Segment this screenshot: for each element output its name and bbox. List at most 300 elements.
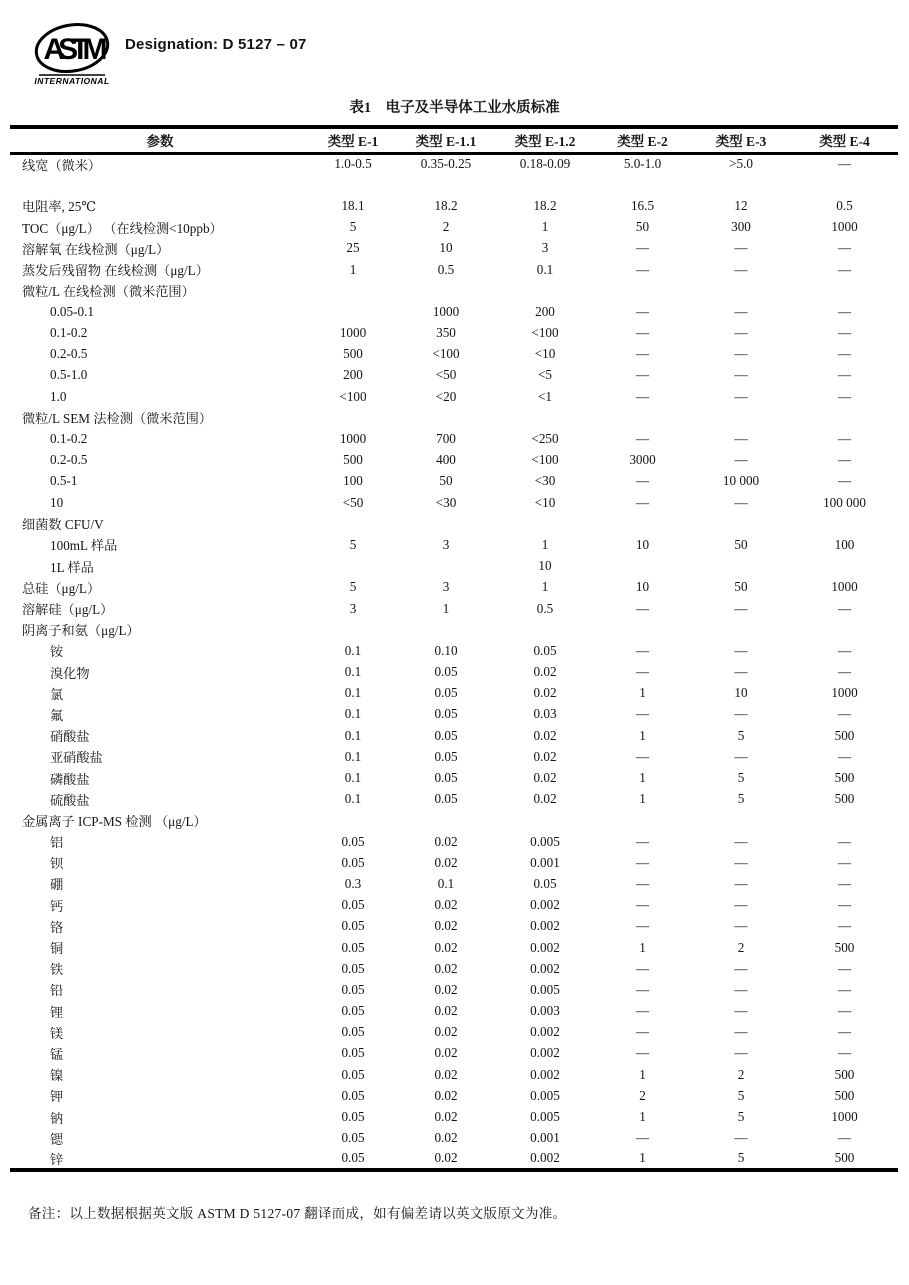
value-cell: 0.05 [341,960,365,976]
parameter-label: 锌 [50,1151,64,1167]
value-cell: 12 [734,197,748,213]
value-cell: — [635,240,650,256]
value-cell: — [837,1024,852,1040]
value-cell: — [837,1045,852,1061]
value-cell: — [837,918,852,934]
value-cell: 5 [737,1087,745,1103]
value-cell: 0.05 [341,1045,365,1061]
table-row [10,895,898,916]
value-cell: 0.05 [341,981,365,997]
footnote: 备注：以上数据根据英文版 ASTM D 5127-07 翻译而成，如有偏差请以英文版原文为准。 [28,1206,567,1221]
value-cell: — [837,664,852,680]
value-cell: 400 [436,452,456,468]
value-cell: <1 [537,388,553,404]
value-cell: 3 [541,240,549,256]
parameter-label: 钙 [50,898,64,914]
value-cell: 0.05 [341,1109,365,1125]
value-cell: 10 [538,558,552,574]
value-cell: — [734,388,748,404]
value-cell: 0.18-0.09 [519,156,571,172]
value-cell: — [837,960,852,976]
table-row [10,1149,898,1170]
value-cell: 18.1 [341,197,365,213]
value-cell: 0.02 [434,833,458,849]
value-cell: — [635,325,650,341]
value-cell: — [734,854,748,870]
value-cell: — [635,303,650,319]
value-cell: 0.002 [530,939,560,955]
value-cell: 0.03 [533,706,557,722]
value-cell: 300 [731,219,751,235]
value-cell: — [734,960,748,976]
value-cell: — [635,346,650,362]
value-cell [310,556,396,577]
value-cell: 0.02 [434,1045,458,1061]
value-cell: 0.02 [434,1130,458,1146]
value-cell: 0.05 [341,1024,365,1040]
column-header-type: 类型 E-4 [791,127,898,153]
value-cell: 0.002 [530,1045,560,1061]
value-cell: 18.2 [533,197,557,213]
value-cell: — [635,388,650,404]
value-cell: 0.05 [533,642,557,658]
value-cell: — [635,748,650,764]
value-cell: — [635,875,650,891]
value-cell: — [837,981,852,997]
value-cell: — [734,367,748,383]
table-row [10,577,898,598]
value-cell: 0.1 [344,748,362,764]
table-row [10,746,898,767]
value-cell: 1000 [831,685,858,701]
value-cell: — [837,346,852,362]
value-cell: 18.2 [434,197,458,213]
value-cell [691,556,791,577]
value-cell: 0.05 [341,833,365,849]
value-cell: — [734,303,748,319]
parameter-label: 钡 [50,856,64,872]
parameter-label: 铅 [50,983,64,999]
value-cell: 0.002 [530,1066,560,1082]
table-row [10,958,898,979]
astm-logo-graphic [33,20,111,88]
parameter-label: 磷酸盐 [50,771,90,787]
parameter-label: 0.2-0.5 [50,346,88,362]
value-cell: 5 [737,1150,745,1166]
value-cell: — [734,642,748,658]
value-cell: <10 [534,494,556,510]
value-cell: — [837,706,852,722]
value-cell: — [635,494,650,510]
designation-title: Designation: D 5127 – 07 [125,36,307,53]
value-cell: 5 [349,219,357,235]
value-cell: — [635,1130,650,1146]
value-cell: 25 [346,240,360,256]
value-cell: 500 [343,452,363,468]
value-cell: — [635,706,650,722]
parameter-label: 1L 样品 [50,559,94,575]
value-cell: — [635,367,650,383]
value-cell: — [734,452,748,468]
spacer-row [10,174,898,195]
value-cell: — [635,960,650,976]
table-row [10,1064,898,1085]
parameter-label: 钾 [50,1089,64,1105]
table-row [10,598,898,619]
value-cell: — [734,1003,748,1019]
section-label: 细菌数 CFU/V [22,517,104,533]
value-cell: <250 [531,431,559,447]
column-header-type: 类型 E-1.1 [396,127,496,153]
value-cell: — [635,1003,650,1019]
value-cell: <5 [537,367,553,383]
value-cell: — [734,431,748,447]
parameter-label: 硼 [50,877,64,893]
value-cell: — [837,1130,852,1146]
value-cell: 3 [442,536,450,552]
value-cell: — [734,897,748,913]
value-cell: — [635,642,650,658]
value-cell: — [837,897,852,913]
value-cell: 500 [834,939,855,955]
value-cell: 0.02 [434,981,458,997]
value-cell: 0.02 [533,727,557,743]
table-row [10,428,898,449]
parameter-label: 电阻率, 25℃ [22,199,97,215]
parameter-label: 总硅（μg/L） [22,580,101,596]
value-cell: 1 [639,727,646,743]
value-cell: — [837,388,852,404]
value-cell: 0.5 [437,261,455,277]
value-cell: — [837,854,852,870]
table-row [10,789,898,810]
parameter-label: 锂 [50,1004,64,1020]
section-row [10,810,898,831]
value-cell: 0.3 [344,875,362,891]
value-cell: 500 [834,727,855,743]
table-row [10,471,898,492]
value-cell: 2 [639,1087,646,1103]
parameter-label: 铬 [50,919,64,935]
value-cell: 5 [737,770,745,786]
value-cell: 0.1 [536,261,554,277]
table-row [10,979,898,1000]
value-cell: 0.02 [434,897,458,913]
parameter-label: 硝酸盐 [50,729,90,745]
table-row [10,640,898,661]
astm-logo-icon [33,20,111,93]
value-cell: 0.02 [434,939,458,955]
value-cell: 10 [635,536,650,552]
section-label: 微粒/L 在线检测（微米范围） [22,284,195,300]
table-row [10,450,898,471]
value-cell: — [734,664,748,680]
value-cell: 0.05 [341,1066,365,1082]
table-row [10,1043,898,1064]
parameter-label: 亚硝酸盐 [50,750,103,766]
value-cell: 1 [541,536,549,552]
column-header-parameter: 参数 [10,127,310,153]
value-cell: 500 [834,1087,855,1103]
value-cell: 0.1 [344,770,362,786]
value-cell: — [734,1045,748,1061]
table-row [10,1085,898,1106]
value-cell: 2 [442,219,450,235]
value-cell: 1 [639,939,646,955]
value-cell: 1.0-0.5 [334,156,372,172]
value-cell: 0.05 [434,770,458,786]
value-cell: 1 [349,261,357,277]
value-cell: — [734,748,748,764]
value-cell: — [837,240,852,256]
value-cell: 100 000 [823,494,866,510]
value-cell: 0.1 [344,791,362,807]
table-row [10,767,898,788]
table-row [10,259,898,280]
value-cell: 3 [349,600,357,616]
parameter-label: 铁 [50,962,64,978]
value-cell: 700 [436,431,456,447]
column-header-type: 类型 E-1 [310,127,396,153]
table-row [10,725,898,746]
value-cell: 1000 [831,1109,858,1125]
value-cell: <100 [339,388,367,404]
value-cell: 5 [737,1109,745,1125]
table-row [10,852,898,873]
value-cell: — [734,918,748,934]
parameter-label: 锰 [50,1046,64,1062]
value-cell: <100 [531,325,559,341]
value-cell: 0.001 [530,854,560,870]
parameter-label: 溶解氧 在线检测（μg/L） [22,241,170,257]
table-row [10,153,898,174]
section-label: 阴离子和氨（μg/L） [22,623,140,639]
svg-text:INTERNATIONAL: INTERNATIONAL [34,76,110,86]
value-cell: 0.05 [533,875,557,891]
document-header [33,20,307,93]
value-cell: 0.02 [533,791,557,807]
value-cell: — [837,875,852,891]
table-row [10,1128,898,1149]
table-row [10,704,898,725]
column-header-type: 类型 E-2 [594,127,691,153]
value-cell: — [734,325,748,341]
value-cell: 0.005 [530,1087,560,1103]
value-cell: 1 [639,1150,646,1166]
table-row [10,195,898,216]
parameter-label: 镁 [50,1025,64,1041]
value-cell: <30 [534,473,556,489]
table-row [10,492,898,513]
table-row [10,344,898,365]
value-cell: 5 [349,579,357,595]
column-header-type: 类型 E-1.2 [496,127,594,153]
value-cell: — [635,1024,650,1040]
value-cell: 0.002 [530,897,560,913]
value-cell: 0.1 [344,727,362,743]
spacer-cell [10,174,898,195]
value-cell: <50 [435,367,457,383]
value-cell: 50 [734,536,748,552]
value-cell: — [837,1003,852,1019]
value-cell: 0.002 [530,1150,560,1166]
value-cell: 0.001 [530,1130,560,1146]
water-quality-table [10,125,898,1172]
value-cell: 50 [635,219,650,235]
parameter-label: 氯 [50,686,64,702]
value-cell: 100 [834,536,855,552]
value-cell: 0.05 [341,918,365,934]
value-cell: 0.02 [434,854,458,870]
table-body [10,153,898,1170]
value-cell: 50 [439,473,453,489]
value-cell [310,301,396,322]
table-row [10,301,898,322]
value-cell: 0.002 [530,960,560,976]
value-cell: 1 [442,600,450,616]
value-cell: 1 [639,685,646,701]
parameter-label: 0.1-0.2 [50,325,88,341]
value-cell: — [635,664,650,680]
value-cell: 0.05 [341,1087,365,1103]
value-cell: — [837,325,852,341]
value-cell: 0.002 [530,918,560,934]
table-row [10,937,898,958]
table-row [10,365,898,386]
value-cell: 200 [343,367,363,383]
value-cell: 0.02 [533,685,557,701]
parameter-label: 铝 [50,835,64,851]
value-cell: — [635,918,650,934]
table-row [10,1022,898,1043]
value-cell: 1000 [831,579,858,595]
value-cell: — [635,854,650,870]
value-cell: 0.02 [434,1003,458,1019]
value-cell: 0.05 [341,939,365,955]
value-cell: 3000 [629,452,656,468]
value-cell: — [837,431,852,447]
value-cell: 2 [737,939,745,955]
parameter-label: 10 [50,494,64,510]
value-cell: 0.1 [344,706,362,722]
value-cell: 0.05 [341,1130,365,1146]
value-cell: <30 [435,494,457,510]
parameter-label: 氟 [50,707,64,723]
value-cell: 1 [541,219,549,235]
table-row [10,916,898,937]
value-cell: — [837,600,852,616]
value-cell: 0.002 [530,1024,560,1040]
value-cell: — [635,431,650,447]
value-cell: 1 [541,579,549,595]
parameter-label: 0.5-1 [50,473,78,489]
value-cell: — [734,346,748,362]
value-cell: <20 [435,388,457,404]
value-cell: 0.05 [434,748,458,764]
parameter-label: 蒸发后残留物 在线检测（μg/L） [22,263,209,279]
value-cell: 0.1 [437,875,455,891]
value-cell: 0.02 [434,1109,458,1125]
value-cell: 0.02 [434,918,458,934]
value-cell: 0.02 [434,1150,458,1166]
section-label: 金属离子 ICP-MS 检测 （μg/L） [22,813,207,829]
value-cell: — [734,494,748,510]
value-cell: 0.1 [344,642,362,658]
value-cell: — [734,875,748,891]
parameter-label: 0.2-0.5 [50,452,88,468]
table-row [10,1106,898,1127]
value-cell: <50 [342,494,364,510]
value-cell: 0.02 [434,1066,458,1082]
value-cell: 1000 [831,219,858,235]
column-header-type: 类型 E-3 [691,127,791,153]
value-cell: 0.05 [434,727,458,743]
value-cell: — [837,452,852,468]
value-cell: — [837,748,852,764]
value-cell: <10 [534,346,556,362]
table-row [10,831,898,852]
parameter-label: 锶 [50,1131,64,1147]
value-cell: 0.05 [434,706,458,722]
value-cell: 500 [834,1150,855,1166]
parameter-label: 溴化物 [50,665,90,681]
value-cell: 500 [343,346,363,362]
table-row [10,217,898,238]
value-cell: — [635,1045,650,1061]
parameter-label: 溶解硅（μg/L） [22,602,114,618]
value-cell: 50 [734,579,748,595]
value-cell: 1 [639,1066,646,1082]
table-row [10,534,898,555]
table-row [10,323,898,344]
value-cell: 0.05 [434,685,458,701]
section-row [10,619,898,640]
value-cell: — [734,1024,748,1040]
value-cell: 1000 [432,303,460,319]
table-title: 表1 电子及半导体工业水质标准 [349,100,560,116]
table-row [10,683,898,704]
table-row [10,1001,898,1022]
value-cell: 0.5 [536,600,554,616]
value-cell: — [734,706,748,722]
table-row [10,662,898,683]
parameter-label: 铜 [50,941,64,957]
section-row [10,407,898,428]
section-label: 微粒/L SEM 法检测（微米范围） [22,411,213,427]
value-cell: — [734,1130,748,1146]
value-cell: — [837,833,852,849]
value-cell: 500 [834,770,855,786]
value-cell: 0.02 [533,664,557,680]
value-cell: 0.005 [530,833,560,849]
value-cell: — [837,473,852,489]
parameter-label: 0.5-1.0 [50,367,88,383]
value-cell: 5 [737,791,745,807]
value-cell: 0.02 [434,960,458,976]
value-cell: — [734,981,748,997]
table-row [10,386,898,407]
parameter-label: 0.1-0.2 [50,431,88,447]
parameter-label: 铵 [50,644,64,660]
value-cell: 0.05 [341,854,365,870]
value-cell: 0.05 [434,664,458,680]
value-cell: <100 [531,452,559,468]
value-cell: — [734,240,748,256]
value-cell: 10 [734,685,748,701]
value-cell: 10 000 [722,473,760,489]
value-cell: >5.0 [729,156,753,172]
value-cell: 0.005 [530,981,560,997]
